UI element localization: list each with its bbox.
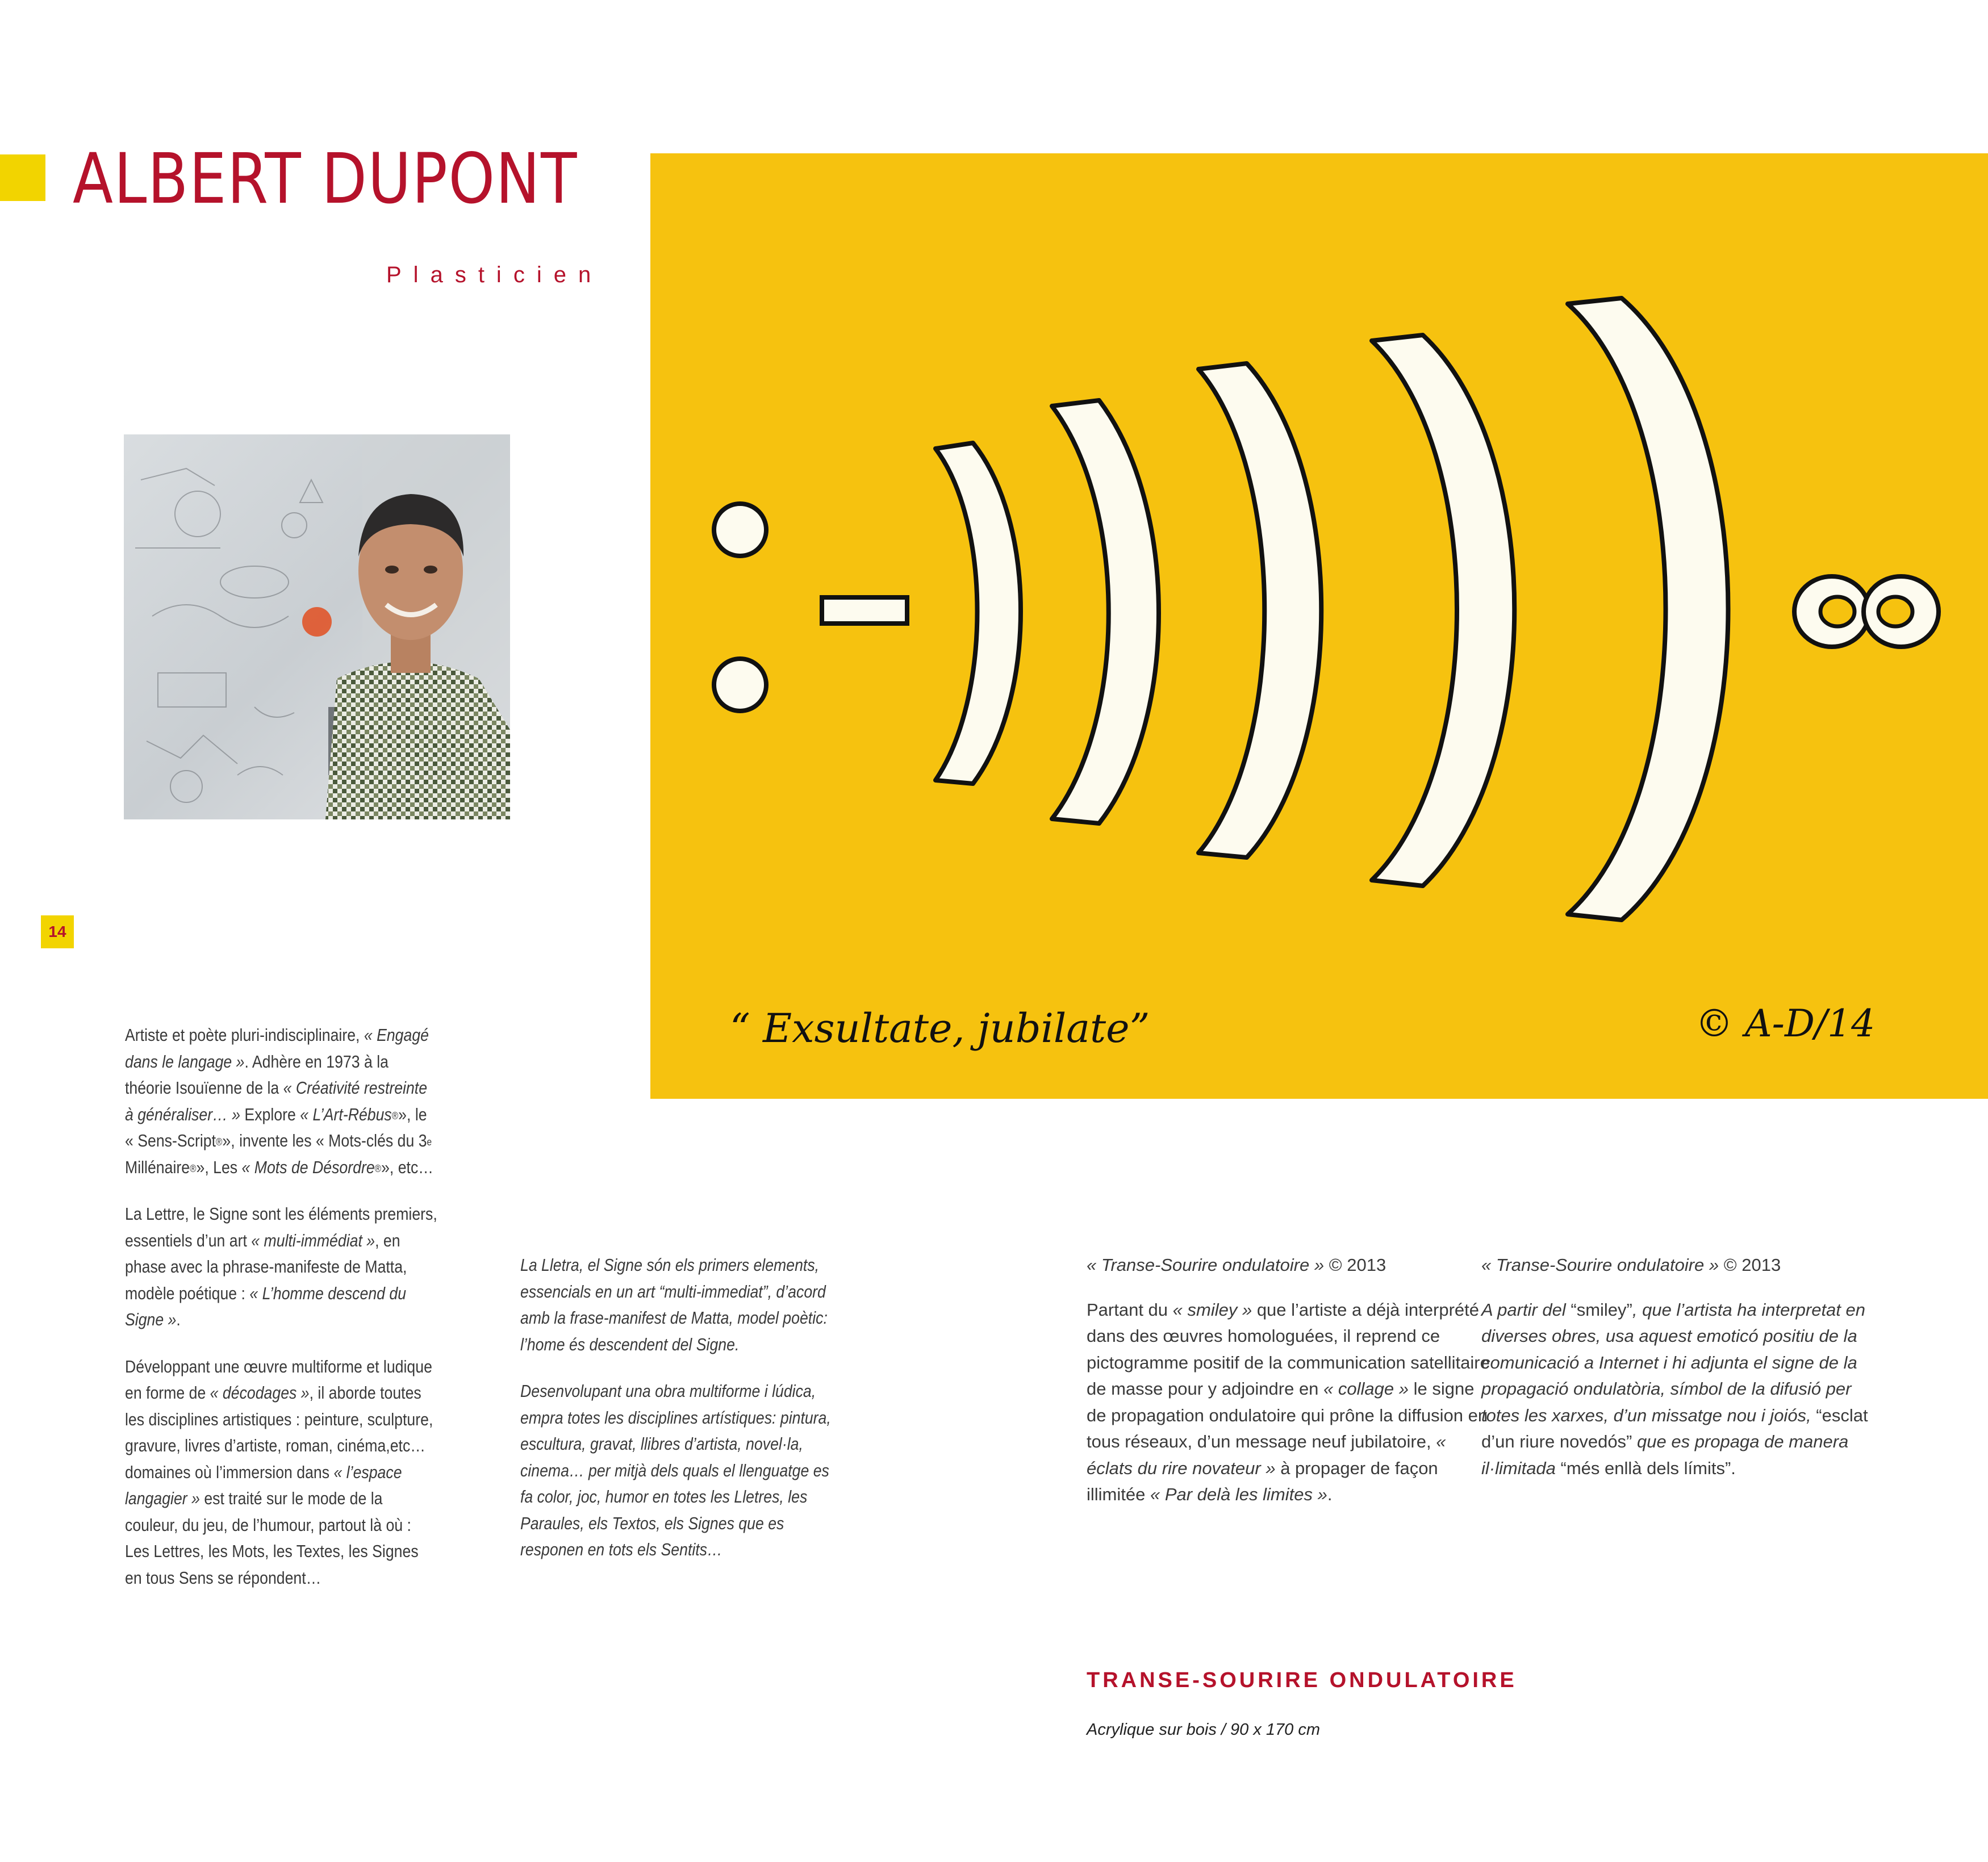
artwork-description-ca: A partir del “smiley”, que l’artista ha interpretat en diverses obres, usa aquest emoticó positiu de la comunicació a Internet i hi adjunta el signe de la propagació ondulatòria, símbol de la difusió per totes les xarxes, d’un missatge nou i joiós, “esclat d’un riure novedós” que es propaga de manera il·limitada “més enllà dels límits”. [1481,1299,1868,1478]
artwork-inscription: “ Exsultate, jubilate” [730,1005,1150,1052]
smiley-colon [714,504,766,711]
page-number: 14 [41,915,74,948]
bio-ca-paragraph-2: Desenvolupant una obra multiforme i lúdica, empra totes les disciplines artístiques: pintura, escultura, gravat, llibres d’artista, novel·la, cinema… per mitjà dels quals el llenguatge es fa color, joc, humor en totes les Lletres, les Paraules, els Textos, els Signes que es responen en tots els Sentits… [520,1381,831,1559]
artwork-text-fr [1087,1252,1496,1529]
artwork-technique: Acrylique sur bois / 90 x 170 cm [1087,1721,1321,1739]
accent-square [0,154,45,201]
artwork-caption-ca: « Transe-Sourire ondulatoire » © 2013 [1481,1255,1781,1275]
artist-name: ALBERT DUPONT [73,139,578,219]
artwork-signature: © A-D/14 [1695,1002,1876,1045]
smiley-dash [822,597,907,624]
artist-portrait [124,434,510,819]
artwork-painting [650,153,1988,1099]
artwork-text-ca [1481,1252,1890,1502]
artwork-description-fr: Partant du « smiley » que l’artiste a déjà interprété dans des œuvres homologuées, il reprend ce pictogramme positif de la communication satellitaire de masse pour y adjoindre en « collage » le signe de propagation ondulatoire qui prône la diffusion en tous réseaux, d’un message neuf jubilatoire, « éclats du rire novateur » à propager de façon illimitée « Par delà les limites ». [1087,1299,1490,1504]
artwork-caption-fr: « Transe-Sourire ondulatoire » © 2013 [1087,1255,1386,1275]
bio-ca-paragraph-1: La Lletra, el Signe són els primers elements, essencials en un art “multi-immediat”, d’acord amb la frase-manifest de Matta, model poètic: l’home és descendent del Signe. [520,1255,828,1354]
artist-subtitle: Plasticien [386,262,603,287]
infinity-sign [1794,576,1939,647]
bio-fr-paragraph-3: Développant une œuvre multiforme et ludique en forme de « décodages », il aborde toutes les disciplines artistiques : peinture, sculpture, gravure, livres d’artiste, roman, cinéma,etc… domaines où l’immersion dans « l’espace langagier » est traité sur le mode de la couleur, du jeu, de l’humour, partout là où : Les Lettres, les Mots, les Textes, les Signes en tous Sens se répondent… [125,1356,433,1588]
bio-fr-paragraph-1: Artiste et poète pluri-indisciplinaire, « Engagé dans le langage ». Adhère en 1973 à la théorie Isouïenne de la « Créativité restreinte à généraliser… » Explore « L’Art-Rébus®», le « Sens-Script®», invente les « Mots-clés du 3e Millénaire®», Les « Mots de Désordre®», etc… [125,1025,433,1177]
artwork-title: TRANSE-SOURIRE ONDULATOIRE [1087,1668,1517,1692]
bio-fr-paragraph-2: La Lettre, le Signe sont les éléments premiers, essentiels d’un art « multi-immédiat », en phase avec la phrase-manifeste de Matta, modèle poétique : « L’homme descend du Signe ». [125,1204,437,1329]
bio-text-fr [125,1022,488,1612]
bio-text-ca [520,1252,884,1584]
smiley-waves [935,298,1728,920]
